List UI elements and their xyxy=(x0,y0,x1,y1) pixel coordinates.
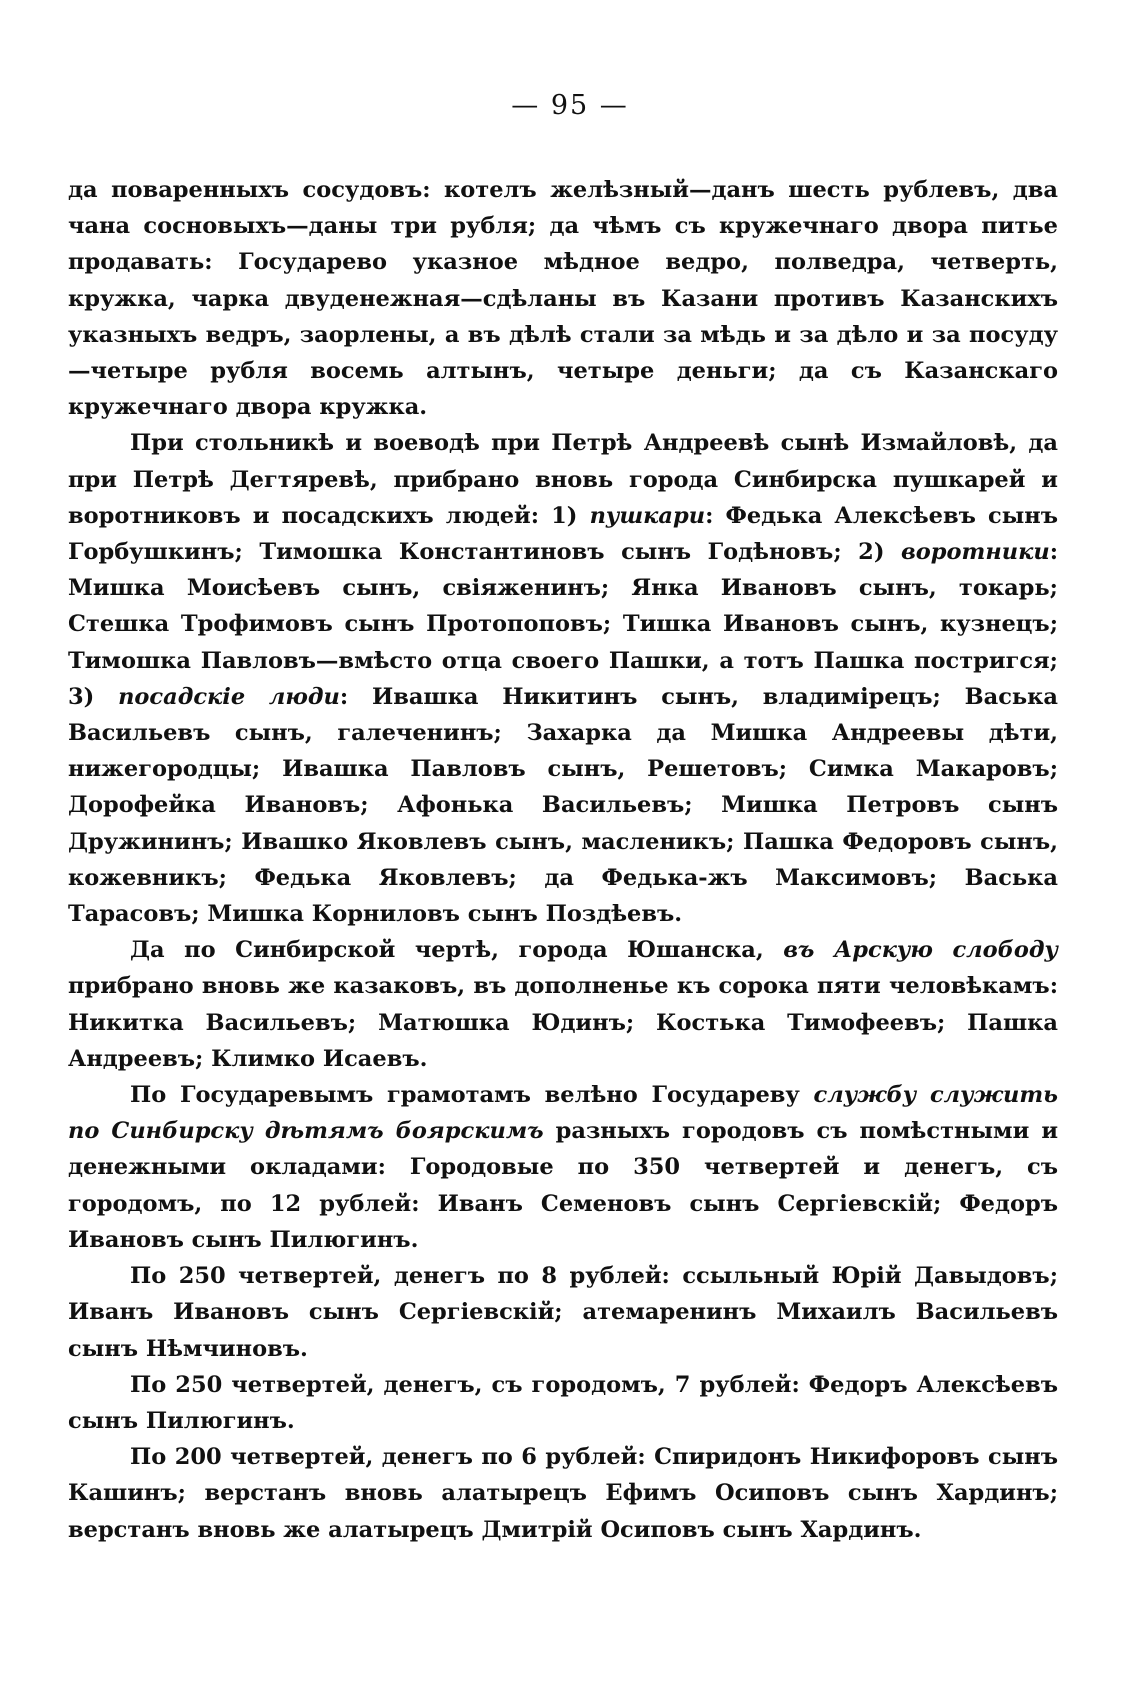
paragraph-text: разныхъ городовъ съ помѣстными и денежными окладами: Городовые по 350 четвертей и денегъ, съ городомъ, по 12 рублей: Иванъ Семеновъ сынъ Сергіевскій; Федоръ Ивановъ сынъ Пилюгинъ. xyxy=(68,1118,1059,1253)
page-body xyxy=(68,172,1058,1548)
paragraph-4 xyxy=(68,1077,1058,1258)
paragraph-text: : Федька Алексѣевъ сынъ Горбушкинъ; Тимошка Константиновъ сынъ Годѣновъ; 2) xyxy=(68,502,1058,566)
italic-term: пушкари xyxy=(589,502,706,529)
italic-term: воротники xyxy=(901,539,1050,566)
paragraph-7 xyxy=(68,1439,1058,1548)
paragraph-text: : Ивашка Никитинъ сынъ, владимірецъ; Васька Васильевъ сынъ, галеченинъ; Захарка да Мишка Андреевы дѣти, нижегородцы; Ивашка Павловъ сынъ, Решетовъ; Симка Макаровъ; Дорофейка Ивановъ; Афонька Васильевъ; Мишка Петровъ сынъ Дружининъ; Ивашко Яковлевъ сынъ, масленикъ; Пашка Федоровъ сынъ, кожевникъ; Федька Яковлевъ; да Федька-жъ Максимовъ; Васька Тарасовъ; Мишка Корниловъ сынъ Поздѣевъ. xyxy=(68,683,1058,928)
italic-term: посадскіе люди xyxy=(118,683,340,710)
italic-term: службу служить по Синбирску дѣтямъ боярскимъ xyxy=(68,1082,1058,1145)
paragraph-text: : Мишка Моисѣевъ сынъ, свіяженинъ; Янка Ивановъ сынъ, токарь; Стешка Трофимовъ сынъ Протопоповъ; Тишка Ивановъ сынъ, кузнецъ; Тимошка Павловъ—вмѣсто отца своего Пашки, а тотъ Пашка постригся; 3) xyxy=(68,539,1058,710)
paragraph-text: да поваренныхъ сосудовъ: котелъ желѣзный—данъ шесть рублевъ, два чана сосновыхъ—даны три рубля; да чѣмъ съ кружечнаго двора питье продавать: Государево указное мѣдное ведро, полведра, четверть, кружка, чарка двуденежная—сдѣланы въ Казани противъ Казанскихъ указныхъ ведръ, заорлены, а въ дѣлѣ стали за мѣдь и за дѣло и за посуду—четыре рубля восемь алтынъ, четыре деньги; да съ Казанскаго кружечнаго двора кружка. xyxy=(68,177,1058,421)
paragraph-text: По Государевымъ грамотамъ велѣно Государеву xyxy=(130,1082,814,1109)
paragraph-3 xyxy=(68,932,1058,1077)
paragraph-text: По 250 четвертей, денегъ, съ городомъ, 7 рублей: Федоръ Алексѣевъ сынъ Пилюгинъ. xyxy=(68,1371,1058,1434)
paragraph-text: При стольникѣ и воеводѣ при Петрѣ Андреевѣ сынѣ Измайловѣ, да при Петрѣ Дегтяревѣ, прибрано вновь города Синбирска пушкарей и воротниковъ и посадскихъ людей: 1) xyxy=(68,430,1058,529)
paragraph-2 xyxy=(68,425,1058,932)
page-number: — 95 — xyxy=(511,90,629,121)
paragraph-text: По 250 четвертей, денегъ по 8 рублей: ссыльный Юрій Давыдовъ; Иванъ Ивановъ сынъ Сергіевскій; атемаренинъ Михаилъ Васильевъ сынъ Нѣмчиновъ. xyxy=(68,1263,1058,1362)
paragraph-text: прибрано вновь же казаковъ, въ дополненье къ сорока пяти человѣкамъ: Никитка Васильевъ; Матюшка Юдинъ; Костька Тимофеевъ; Пашка Андреевъ; Климко Исаевъ. xyxy=(68,973,1058,1072)
paragraph-1 xyxy=(68,172,1058,425)
paragraph-text: Да по Синбирской чертѣ, города Юшанска, xyxy=(130,937,784,964)
paragraph-text: По 200 четвертей, денегъ по 6 рублей: Спиридонъ Никифоровъ сынъ Кашинъ; верстанъ вновь алатырецъ Ефимъ Осиповъ сынъ Хардинъ; верстанъ вновь же алатырецъ Дмитрій Осиповъ сынъ Хардинъ. xyxy=(68,1444,1058,1543)
italic-term: въ Арскую слободу xyxy=(783,937,1059,964)
paragraph-5 xyxy=(68,1258,1058,1367)
paragraph-6 xyxy=(68,1367,1058,1439)
